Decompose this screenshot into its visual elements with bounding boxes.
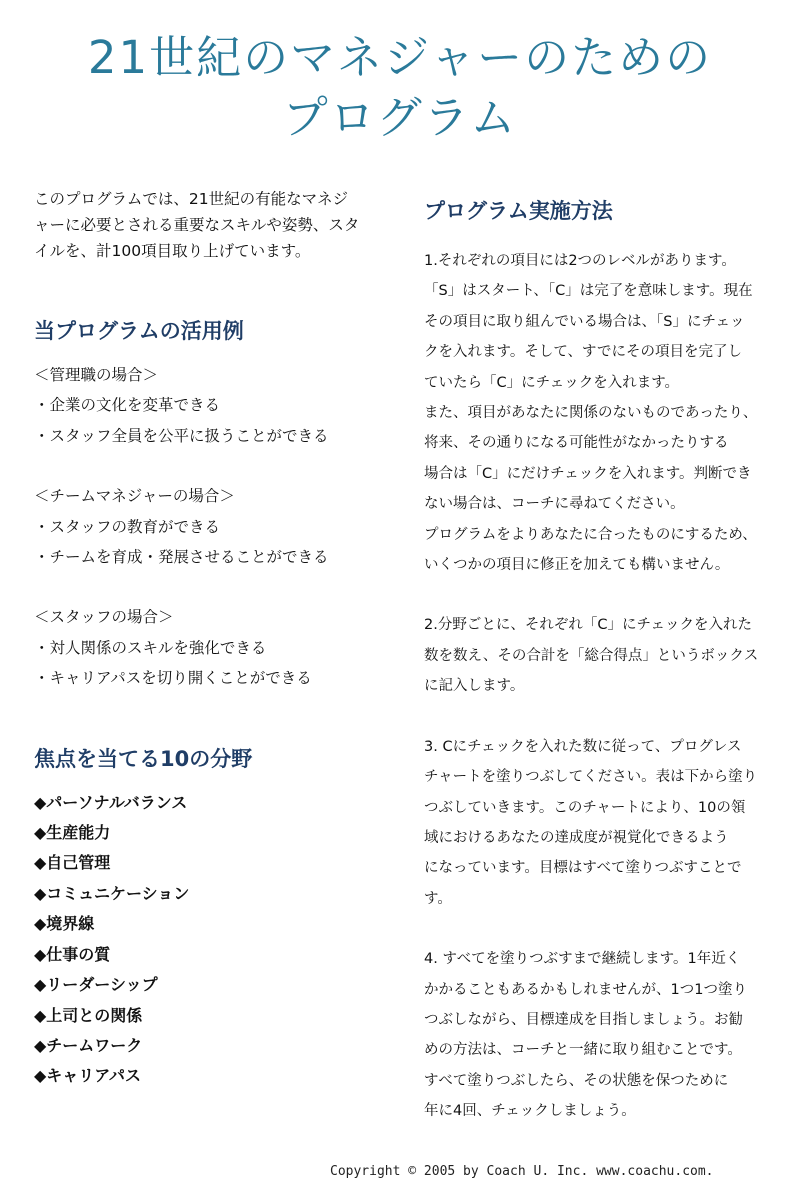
method-line: すべて塗りつぶしたら、その状態を保つために: [424, 1072, 729, 1089]
usage-group-label: ＜スタッフの場合＞: [34, 608, 174, 627]
method-line: つぶしていきます。このチャートにより、10の領: [424, 799, 746, 816]
title-line-2: プログラム: [282, 91, 518, 144]
focus-item: ◆自己管理: [34, 853, 111, 873]
method-line: ない場合は、コーチに尋ねてください。: [424, 496, 685, 513]
copyright-footer: Copyright © 2005 by Coach U. Inc. www.coachu.com.: [330, 1164, 714, 1179]
method-step-1: [424, 246, 794, 580]
usage-item: ・チームを育成・発展させることができる: [34, 548, 329, 567]
usage-item: ・対人関係のスキルを強化できる: [34, 638, 267, 657]
method-line: プログラムをよりあなたに合ったものにするため、: [424, 526, 757, 543]
title-line-1: 21世紀のマネジャーのための: [87, 31, 713, 84]
page-title: [0, 28, 800, 148]
method-line: 4. すべてを塗りつぶすまで継続します。1年近く: [424, 951, 741, 968]
method-line: 「S」はスタート、「C」は完了を意味します。現在: [424, 283, 753, 300]
method-line: また、項目があなたに関係のないものであったり、: [424, 405, 758, 422]
intro-line: このプログラムでは、21世紀の有能なマネジ: [34, 190, 349, 208]
usage-group-label: ＜管理職の場合＞: [34, 366, 159, 384]
method-line: かかることもあるかもしれませんが、1つ1つ塗り: [424, 981, 747, 998]
usage-item: ・企業の文化を変革できる: [34, 396, 221, 415]
usage-item: ・スタッフの教育ができる: [34, 517, 221, 536]
method-step-3: [424, 732, 794, 914]
focus-item: ◆上司との関係: [34, 1005, 143, 1025]
method-line: チャートを塗りつぶしてください。表は下から塗り: [424, 769, 758, 786]
usage-group-label: ＜チームマネジャーの場合＞: [34, 487, 235, 506]
method-line: 場合は「C」にだけチェックを入れます。判断でき: [424, 465, 752, 482]
right-column: [424, 196, 794, 1127]
focus-heading: 焦点を当てる10の分野: [34, 746, 253, 771]
method-line: その項目に取り組んでいる場合は、「S」にチェッ: [424, 313, 745, 330]
method-line: ていたら「C」にチェックを入れます。: [424, 374, 680, 391]
method-line: す。: [424, 890, 452, 907]
focus-item: ◆パーソナルバランス: [34, 792, 188, 812]
method-line: いくつかの項目に修正を加えても構いません。: [424, 557, 730, 574]
intro-line: ャーに必要とされる重要なスキルや姿勢、スタ: [34, 216, 360, 234]
intro-line: イルを、計100項目取り上げています。: [34, 242, 311, 260]
usage-group-team-manager: [34, 481, 384, 572]
method-step-2: [424, 610, 794, 701]
method-line: 域におけるあなたの達成度が視覚化できるよう: [424, 829, 729, 846]
focus-item: ◆仕事の質: [34, 944, 111, 964]
focus-item: ◆コミュニケーション: [34, 883, 190, 903]
usage-heading: 当プログラムの活用例: [34, 319, 244, 343]
method-step-4: [424, 944, 794, 1126]
usage-group-manager: [34, 360, 384, 451]
intro-paragraph: [34, 186, 384, 264]
method-line: 将来、その通りになる可能性がなかったりする: [424, 435, 729, 452]
method-heading: プログラム実施方法: [424, 199, 613, 223]
usage-section: [34, 316, 384, 694]
method-line: めの方法は、コーチと一緒に取り組むことです。: [424, 1042, 742, 1059]
method-line: に記入します。: [424, 678, 525, 695]
method-line: クを入れます。そして、すでにその項目を完了し: [424, 344, 742, 361]
method-line: になっています。目標はすべて塗りつぶすことで: [424, 860, 742, 877]
method-line: 3. Cにチェックを入れた数に従って、プログレス: [424, 738, 742, 755]
focus-item: ◆キャリアパス: [34, 1066, 142, 1086]
usage-group-staff: [34, 602, 384, 693]
method-line: つぶしながら、目標達成を目指しましょう。お勧: [424, 1011, 743, 1028]
method-line: 数を数え、その合計を「総合得点」というボックス: [424, 647, 759, 664]
left-column: [34, 186, 384, 1092]
focus-item: ◆生産能力: [34, 823, 111, 843]
usage-item: ・キャリアパスを切り開くことができる: [34, 669, 312, 688]
method-line: 2.分野ごとに、それぞれ「C」にチェックを入れた: [424, 617, 753, 634]
method-line: 年に4回、チェックしましょう。: [424, 1103, 636, 1120]
focus-item: ◆リーダーシップ: [34, 975, 158, 995]
focus-section: [34, 744, 384, 1092]
focus-item: ◆チームワーク: [34, 1035, 143, 1055]
focus-item: ◆境界線: [34, 914, 95, 934]
method-line: 1.それぞれの項目には2つのレベルがあります。: [424, 253, 736, 269]
usage-item: ・スタッフ全員を公平に扱うことができる: [34, 426, 329, 445]
